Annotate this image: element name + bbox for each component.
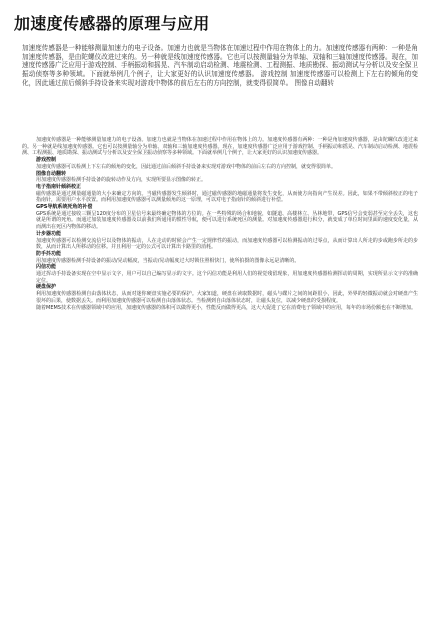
body-paragraph: 利用加速度传感器检测自由落体状态，从而对迷你硬盘实施必要的保护。大家知道，硬盘在读取数据时，磁头与碟片之间的间距很小，因此，外界的轻微振动就会对硬盘产生很坏的后果，使数据丢失。而利用加速度传感器可以检测自由落体状态。当检测到自由落体状态时，让磁头复位，以减少硬盘的受损程度。 bbox=[36, 291, 418, 304]
intro-paragraph: 加速度传感器是一种能够测量加速力的电子设备。加速力也就是当物体在加速过程中作用在物体上的力。加速度传感器有两种：一种是角加速度传感器，是由陀螺仪改进过来的。另一种就是线加速度传感器。它也可以按测量轴分为单轴、双轴和三轴加速度传感器。现在，加速度传感器广泛应用于游戏控制、手柄振动和摇晃、汽车制动启动检测、地震检测、工程测振、地质勘探、振动测试与分析以及安全保卫振动侦察等多种领域。下面就举例几个例子，让大家更好的认识加速度传感器。 游戏控制 加速度传感器可以检测上下左右的倾角的变化，因此通过前后倾斜手持设备来实现对游戏中物体的前后左右的方向控制，就变得很简单。 图像自动翻转 bbox=[22, 44, 418, 87]
body-paragraph: 磁传感器是通过测量磁通量的大小来确定方向的。当磁传感器发生倾斜时，通过磁传感器的地磁通量将发生变化，从而使方向指向产生误差。因此，如果不带倾斜校正的电子指南针，需要用户水平放置。而利用加速度传感器可以测量倾角的这一原理，可以对电子指南针的倾斜进行补偿。 bbox=[36, 190, 418, 204]
section-heading: GPS导航系统死角的补偿 bbox=[36, 204, 93, 211]
body-paragraph: GPS系统是通过接收三颗呈120度分布的卫星信号来最终确定物体的方位的。在一些特殊的场合和地貌，如隧道、高楼林立、丛林地带，GPS信号会变弱甚至完全丢失，这也就是所谓的死角。而通过加装加速度传感器及以前我们所通用的惯性导航，便可以进行系统死区的测量。对加速度传感器进行积分，就变成了单位时间里面的速度变化量，从而测出在死区内物体的移动。 bbox=[36, 210, 418, 231]
section-heading: 硬盘保护 bbox=[36, 284, 57, 291]
document-body bbox=[22, 137, 418, 311]
section-heading: 闪信功能 bbox=[36, 264, 57, 271]
body-paragraph: 用加速度传感器检测手持设备的旋转动作及方向，实现所要显示图像的转正。 bbox=[36, 177, 207, 184]
section-heading: 游戏控制 bbox=[36, 157, 57, 164]
section-heading: 防手抖功能 bbox=[36, 250, 62, 257]
body-paragraph: 随着MEMS技术在传感器领域中的应用，加速度传感器的体积可以做得更小，性能反而做得更高，这大大促进了它在消费电子领域中的应用，每年的市场份额也在不断增加。 bbox=[36, 304, 416, 311]
body-paragraph: 加速度传感器可以检测交流信号以及物体的振动，人在走动的时候会产生一定规律性的振动，而加速度传感器可以检测振动的过零点，从而计算出人所走的步或跑步所走的步数，从而计算出人所移动的位移。并且利用一定的公式可以计算出卡路里的消耗。 bbox=[36, 237, 418, 251]
section-heading: 电子指南针倾斜校正 bbox=[36, 183, 82, 190]
body-paragraph: 加速度传感器可以检测上下左右的倾角的变化，因此通过前后倾斜手持设备来实现对游戏中物体的前后左右的方向控制，就变得很简单。 bbox=[36, 163, 337, 170]
body-paragraph: 加速度传感器是一种能够测量加速力的电子设备。加速力也就是当物体在加速过程中作用在物体上的力。加速度传感器有两种：一种是角加速度传感器，是由陀螺仪改进过来的。另一种就是线加速度传感器。它也可以按测量轴分为单轴、双轴和三轴加速度传感器。现在，加速度传感器广泛应用于游戏控制、手柄振动和摇晃、汽车制动启动检测、地震检测、工程测振、地质勘探、振动测试与分析以及安全保卫振动侦察等多种领域。下面就举例几个例子，让大家更好的认识加速度传感器。 bbox=[22, 137, 418, 157]
body-paragraph: 用加速度传感器检测手持设备的振动/晃动幅度，当振动/晃动幅度过大时锁住照相快门，使所拍摄的图像永远是清晰的。 bbox=[36, 257, 300, 264]
body-paragraph: 通过挥动手持设备实现在空中显示文字，用户可以自己编写显示的文字。这个闪信功能是利用人们的视觉残留现象，用加速度传感器检测挥动的周期，实现所显示文字的准确定位。 bbox=[36, 271, 418, 284]
page-title: 加速度传感器的原理与应用 bbox=[14, 14, 210, 33]
section-heading: 图像自动翻转 bbox=[36, 170, 67, 177]
section-heading: 计步器功能 bbox=[36, 230, 62, 237]
